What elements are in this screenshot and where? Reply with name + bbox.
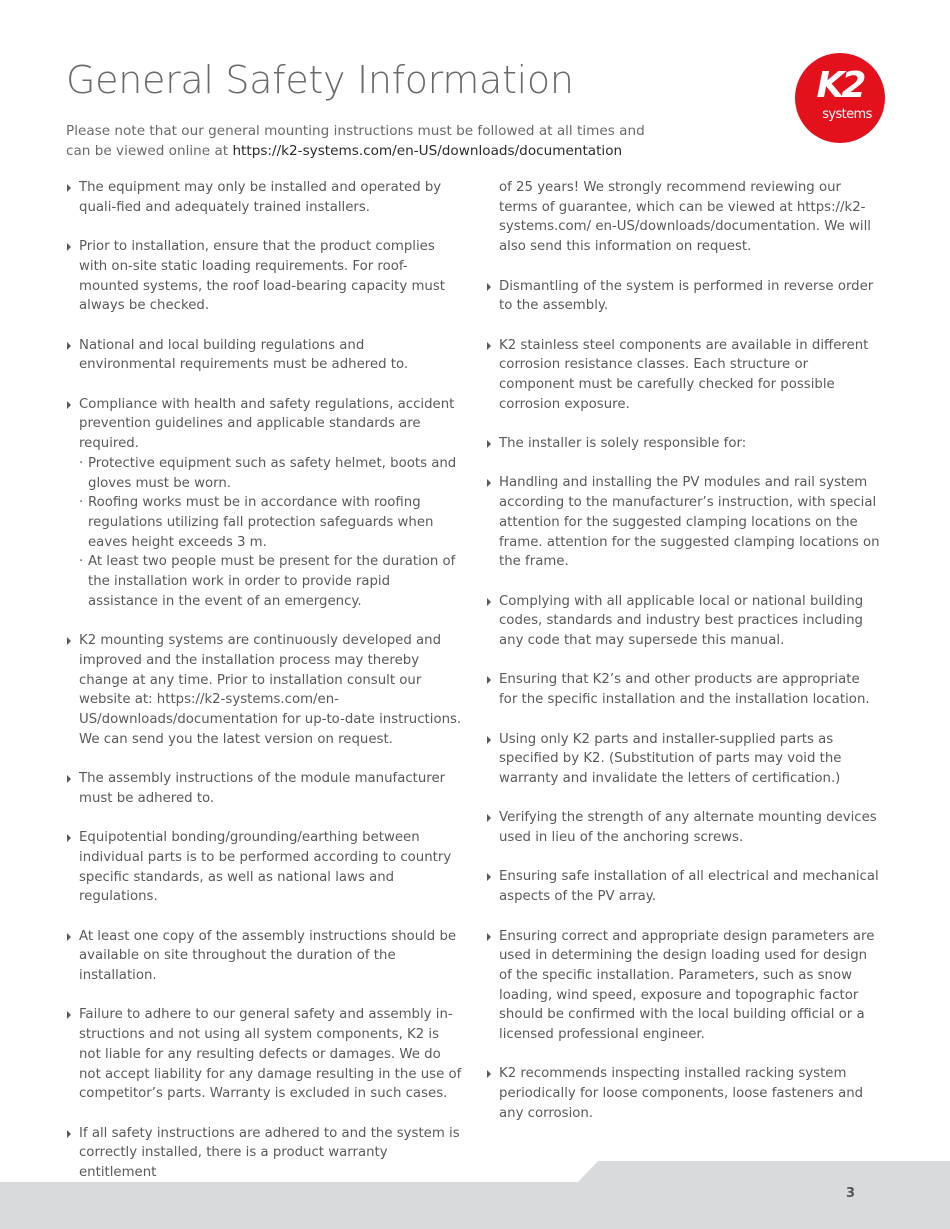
caret-right-icon [487,814,491,822]
list-item: Complying with all applicable local or national building codes, standards and industry best practices including any code that may supersede this manual. [486,592,882,651]
page-number: 3 [846,1186,856,1201]
caret-right-icon [487,1070,491,1078]
caret-right-icon [67,775,71,783]
caret-right-icon [67,1130,71,1138]
sub-bullet: · [79,455,84,471]
list-item: Using only K2 parts and installer-supplied parts as specified by K2. (Substitution of parts may void the warranty and invalidate the letters of certification.) [486,730,882,789]
caret-right-icon [487,933,491,941]
right-column [486,178,882,1143]
caret-right-icon [487,342,491,350]
sub-bullet: · [79,554,84,570]
caret-right-icon [67,637,71,645]
list-item: Failure to adhere to our general safety and assembly in-structions and not using all system components, K2 is not liable for any resulting defects or damages. We do not accept liability for any damage resulting in the use of competitor’s parts. Warranty is excluded in such cases. [66,1005,462,1104]
list-item: Verifying the strength of any alternate mounting devices used in lieu of the anchoring screws. [486,808,882,847]
sub-bullet: · [79,495,84,511]
caret-right-icon [67,1011,71,1019]
left-column [66,178,462,1202]
caret-right-icon [67,243,71,251]
logo-mark: K2 [816,65,864,106]
list-item: The equipment may only be installed and operated by quali-fied and adequately trained installers. [66,178,462,217]
intro-text [66,121,646,161]
list-item: K2 recommends inspecting installed racking system periodically for loose components, loose fasteners and any corrosion. [486,1064,882,1123]
list-item: Prior to installation, ensure that the product complies with on-site static loading requirements. For roof-mounted systems, the roof load-bearing capacity must always be checked. [66,237,462,316]
caret-right-icon [487,736,491,744]
caret-right-icon [67,342,71,350]
caret-right-icon [67,401,71,409]
documentation-link[interactable]: https://k2-systems.com/en-US/downloads/documentation [232,143,623,159]
list-item: Handling and installing the PV modules and rail system according to the manufacturer’s instruction, with special attention for the suggested clamping locations on the frame. attention for the suggested clamping locations on the frame. [486,473,882,572]
caret-right-icon [67,933,71,941]
intro-line-2-prefix: can be viewed online at [66,143,233,159]
list-item: If all safety instructions are adhered to and the system is correctly installed, there is a product warranty entitlement [66,1124,462,1183]
sub-list-item: · At least two people must be present for the duration of the installation work in order to provide rapid assistance in the event of an emergency. [79,554,456,609]
list-item: The installer is solely responsible for: [486,434,882,454]
list-item: Equipotential bonding/grounding/earthing between individual parts is to be performed according to country specific standards, as well as national laws and regulations. [66,828,462,907]
list-item: Compliance with health and safety regulations, accident prevention guidelines and applicable standards are required. · Protective equipment such as safety helmet, boots and gloves must be worn. · Roofing works must be in accordance with roofing regulations utilizing fall protection safeguards when eaves height exceeds 3 m. · At least two people must be present for the duration of the installation work in order to provide rapid assistance in the event of an emergency. [66,395,462,612]
list-item: Ensuring that K2’s and other products are appropriate for the specific installation and the installation location. [486,670,882,709]
list-item: At least one copy of the assembly instructions should be available on site throughout the duration of the installation. [66,927,462,986]
caret-right-icon [487,676,491,684]
continued-text: of 25 years! We strongly recommend reviewing our terms of guarantee, which can be viewed at https://k2-systems.com/ en-US/downloads/documentation. We will also send this information on request. [499,180,871,255]
k2-systems-logo [795,53,885,143]
page-title: General Safety Information [66,58,574,102]
sub-list-item: · Roofing works must be in accordance with roofing regulations utilizing fall protection safeguards when eaves height exceeds 3 m. [79,495,434,550]
caret-right-icon [487,598,491,606]
list-item: K2 mounting systems are continuously developed and improved and the installation process may thereby change at any time. Prior to installation consult our website at: https://k2-systems.com/en-US/downloads/documentation for up-to-date instructions. We can send you the latest version on request. [66,631,462,749]
caret-right-icon [487,283,491,291]
caret-right-icon [67,184,71,192]
list-item: Dismantling of the system is performed in reverse order to the assembly. [486,277,882,316]
list-item: Ensuring safe installation of all electrical and mechanical aspects of the PV array. [486,867,882,906]
list-item: Ensuring correct and appropriate design parameters are used in determining the design loading used for design of the specific installation. Parameters, such as snow loading, wind speed, exposure and topographic factor should be confirmed with the local building official or a licensed professional engineer. [486,927,882,1045]
sub-list-item: · Protective equipment such as safety helmet, boots and gloves must be worn. [79,455,457,491]
list-item: K2 stainless steel components are available in different corrosion resistance classes. Each structure or component must be carefully checked for possible corrosion exposure. [486,336,882,415]
list-item: The assembly instructions of the module manufacturer must be adhered to. [66,769,462,808]
caret-right-icon [67,834,71,842]
logo-subtext: systems [822,107,872,122]
caret-right-icon [487,873,491,881]
caret-right-icon [487,479,491,487]
intro-line-1: Please note that our general mounting instructions must be followed at all times and [66,123,645,139]
caret-right-icon [487,440,491,448]
list-item: National and local building regulations and environmental requirements must be adhered to. [66,336,462,375]
